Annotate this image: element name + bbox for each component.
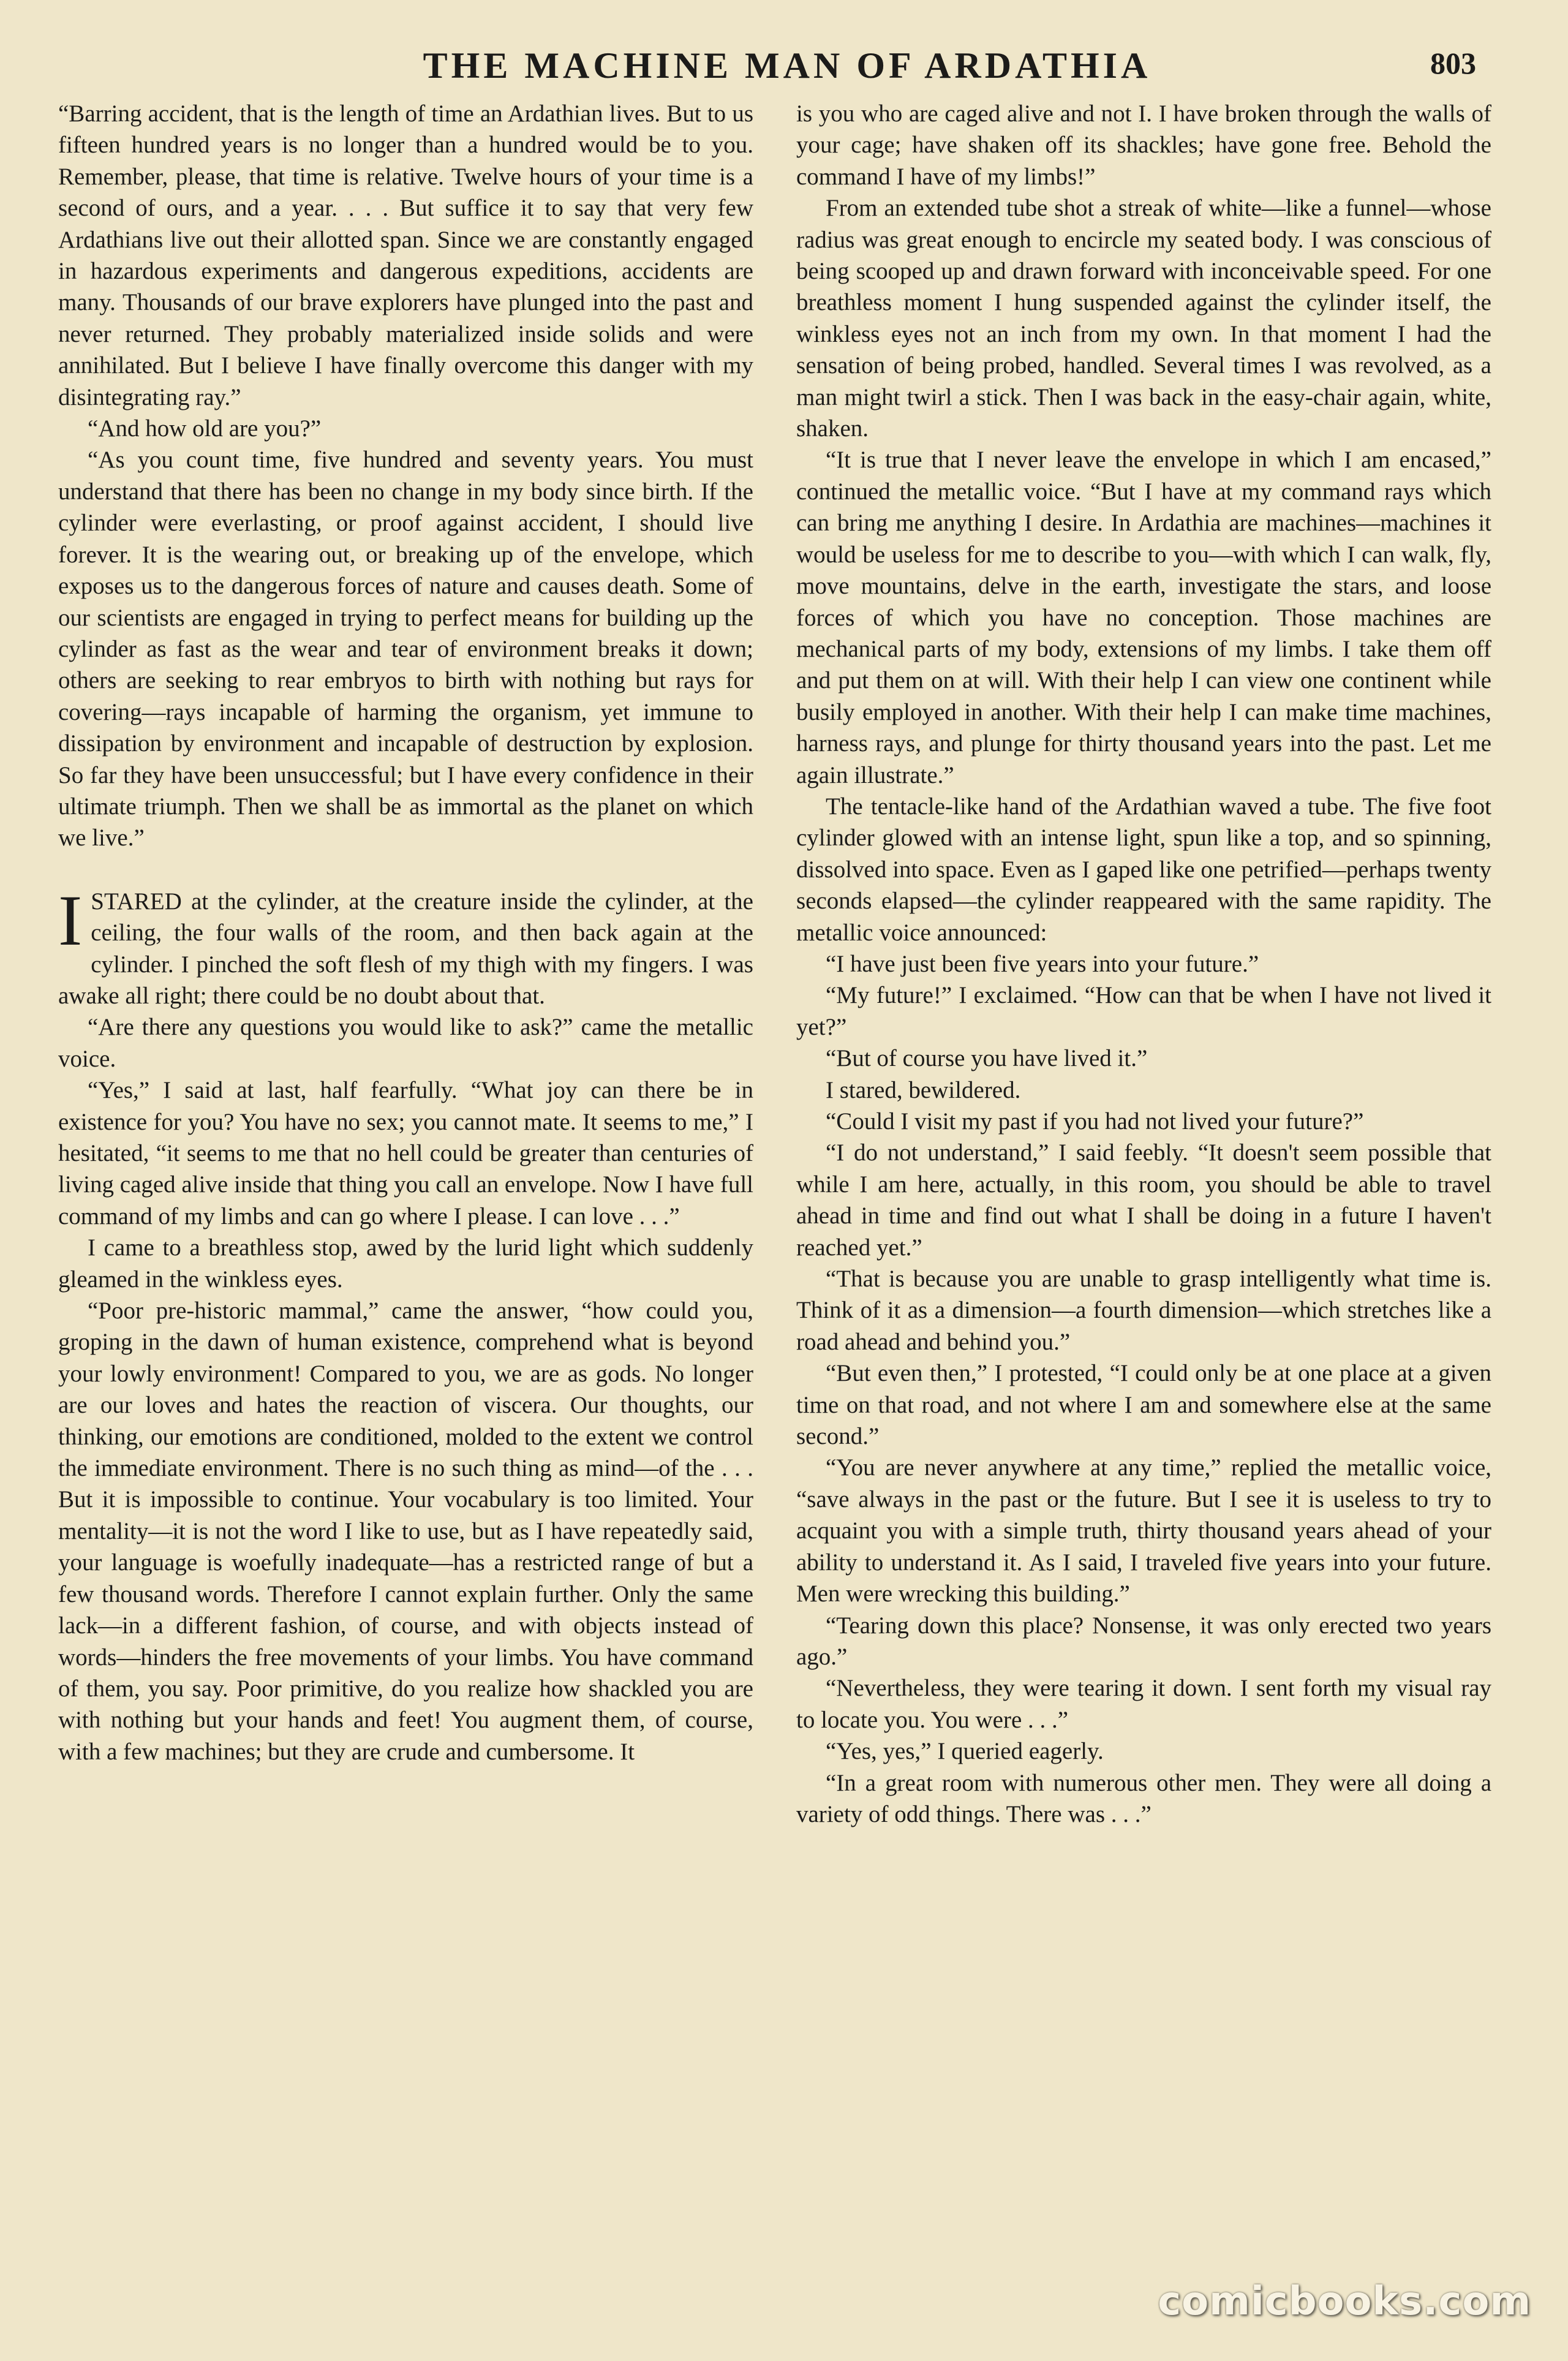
paragraph: “Barring accident, that is the length of time an Ardathian lives. But to us fifteen hundred years is no longer than a hundred would be to you. Remember, please, that time is relative. Twelve hours of your time is a second of ours, and a year. . . . But suffice it to say that very few Ardathians live out their allotted span. Since we are constantly engaged in hazardous experiments and dangerous expeditions, accidents are many. Thousands of our brave explorers have plunged into the past and never returned. They probably materialized inside solids and were annihilated. But I believe I have finally overcome this danger with my disintegrating ray.”	[58, 100, 753, 410]
section-start-paragraph	[58, 880, 753, 1012]
paragraph: “Yes,” I said at last, half fearfully. “What joy can there be in existence for you? You have no sex; you cannot mate. It seems to me,” I hesitated, “it seems to me that no hell could be greater than centuries of living caged alive inside that thing you call an envelope. Now I have full command of my limbs and can go where I please. I can love . . .”	[58, 1077, 753, 1230]
paragraph: “As you count time, five hundred and seventy years. You must understand that there has been no change in my body since birth. If the cylinder were everlasting, or proof against accident, I should live forever. It is the wearing out, or breaking up of the envelope, which exposes us to the dangerous forces of nature and causes death. Some of our scientists are engaged in trying to perfect means for building up the cylinder as fast as the wear and tear of environment breaks it down; others are seeking to rear embryos to birth with nothing but rays for covering—rays incapable of harming the organism, yet immune to dissipation by environment and incapable of destruction by explosion. So far they have been unsuccessful; but I have every confidence in their ultimate triumph. Then we shall be as immortal as the planet on which we live.”	[58, 447, 753, 852]
paragraph: “You are never anywhere at any time,” replied the metallic voice, “save always in the past or the future. But I see it is useless to try to acquaint you with a simple truth, thirty thousand years ahead of your ability to understand it. As I said, I traveled five years into your future. Men were wrecking this building.”	[796, 1454, 1491, 1607]
running-header	[61, 38, 1513, 93]
paragraph: “It is true that I never leave the envelope in which I am encased,” continued the metallic voice. “But I have at my command rays which can bring me anything I desire. In Ardathia are machines—machines it would be useless for me to describe to you—with which I can walk, fly, move mountains, delve in the earth, investigate the stars, and loose forces of which you have no conception. Those machines are mechanical parts of my body, extensions of my limbs. I take them off and put them on at will. With their help I can view one continent while busily employed in another. With their help I can make time machines, harness rays, and plunge for thirty thousand years into the past. Let me again illustrate.”	[796, 447, 1491, 788]
paragraph: The tentacle-like hand of the Ardathian waved a tube. The five foot cylinder glowed with an intense light, spun like a top, and so spinning, dissolved into space. Even as I gaped like one petrified—perhaps twenty seconds elapsed—the cylinder reappeared with the same rapidity. The metallic voice announced:	[796, 793, 1491, 946]
paragraph: “Tearing down this place? Nonsense, it was only erected two years ago.”	[796, 1612, 1491, 1670]
paragraph: “But even then,” I protested, “I could only be at one place at a given time on that road, and not where I am and somewhere else at the same second.”	[796, 1360, 1491, 1450]
paragraph: “Could I visit my past if you had not lived your future?”	[826, 1108, 1364, 1135]
paragraph: “I have just been five years into your future.”	[826, 950, 1259, 977]
paragraph: is you who are caged alive and not I. I have broken through the walls of your cage; have shaken off its shackles; have gone free. Behold the command I have of my limbs!”	[796, 100, 1491, 190]
paragraph: “But of course you have lived it.”	[826, 1045, 1148, 1072]
paragraph: “In a great room with numerous other men. They were all doing a variety of odd things. There was . . .”	[796, 1769, 1491, 1827]
paragraph: “My future!” I exclaimed. “How can that be when I have not lived it yet?”	[796, 982, 1491, 1040]
paragraph: “I do not understand,” I said feebly. “It doesn't seem possible that while I am here, actually, in this room, you should be able to travel ahead in time and find out what I shall be doing in a future I haven't reached yet.”	[796, 1139, 1491, 1261]
paragraph: “And how old are you?”	[88, 415, 322, 442]
drop-cap: I	[58, 880, 83, 961]
paragraph: “Yes, yes,” I queried eagerly.	[826, 1738, 1104, 1765]
section-start-text: STARED at the cylinder, at the creature inside the cylinder, at the ceiling, the four walls of the room, and then back again at the cylinder. I pinched the soft flesh of my thigh with my fingers. I was awake all right; there could be no doubt about that.	[58, 888, 753, 1009]
left-column	[58, 98, 753, 1767]
page-number: 803	[1430, 46, 1476, 80]
paragraph: “Are there any questions you would like to ask?” came the metallic voice.	[58, 1014, 753, 1072]
page-title: THE MACHINE MAN OF ARDATHIA	[423, 45, 1152, 86]
right-column	[796, 98, 1491, 1830]
paragraph: “Poor pre-historic mammal,” came the answer, “how could you, groping in the dawn of human existence, comprehend what is beyond your lowly environment! Compared to you, we are as gods. No longer are our loves and hates the reaction of viscera. Our thoughts, our thinking, our emotions are conditioned, molded to the extent we control the immediate environment. There is no such thing as mind—of the . . . But it is impossible to continue. Your vocabulary is too limited. Your mentality—it is not the word I like to use, but as I have repeatedly said, your language is woefully inadequate—has a restricted range of but a few thousand words. Therefore I cannot explain further. Only the same lack—in a different fashion, of course, and with objects instead of words—hinders the free movements of your limbs. You have command of them, you say. Poor primitive, do you realize how shackled you are with nothing but your hands and feet! You augment them, of course, with a few machines; but they are crude and cumbersome. It	[58, 1298, 753, 1765]
paragraph: From an extended tube shot a streak of white—like a funnel—whose radius was great enough to encircle my seated body. I was conscious of being scooped up and drawn forward with inconceivable speed. For one breathless moment I hung suspended against the cylinder itself, the winkless eyes not an inch from my own. In that moment I had the sensation of being probed, handled. Several times I was revolved, as a man might twirl a stick. Then I was back in the easy-chair again, white, shaken.	[796, 195, 1491, 442]
paragraph: “That is because you are unable to grasp intelligently what time is. Think of it as a dimension—a fourth dimension—which stretches like a road ahead and behind you.”	[796, 1266, 1491, 1355]
paragraph: “Nevertheless, they were tearing it down. I sent forth my visual ray to locate you. You were . . .”	[796, 1675, 1491, 1733]
paragraph: I came to a breathless stop, awed by the lurid light which suddenly gleamed in the winkless eyes.	[58, 1234, 753, 1293]
paragraph: I stared, bewildered.	[826, 1076, 1021, 1103]
watermark: comicbooks.com	[1158, 2279, 1531, 2324]
